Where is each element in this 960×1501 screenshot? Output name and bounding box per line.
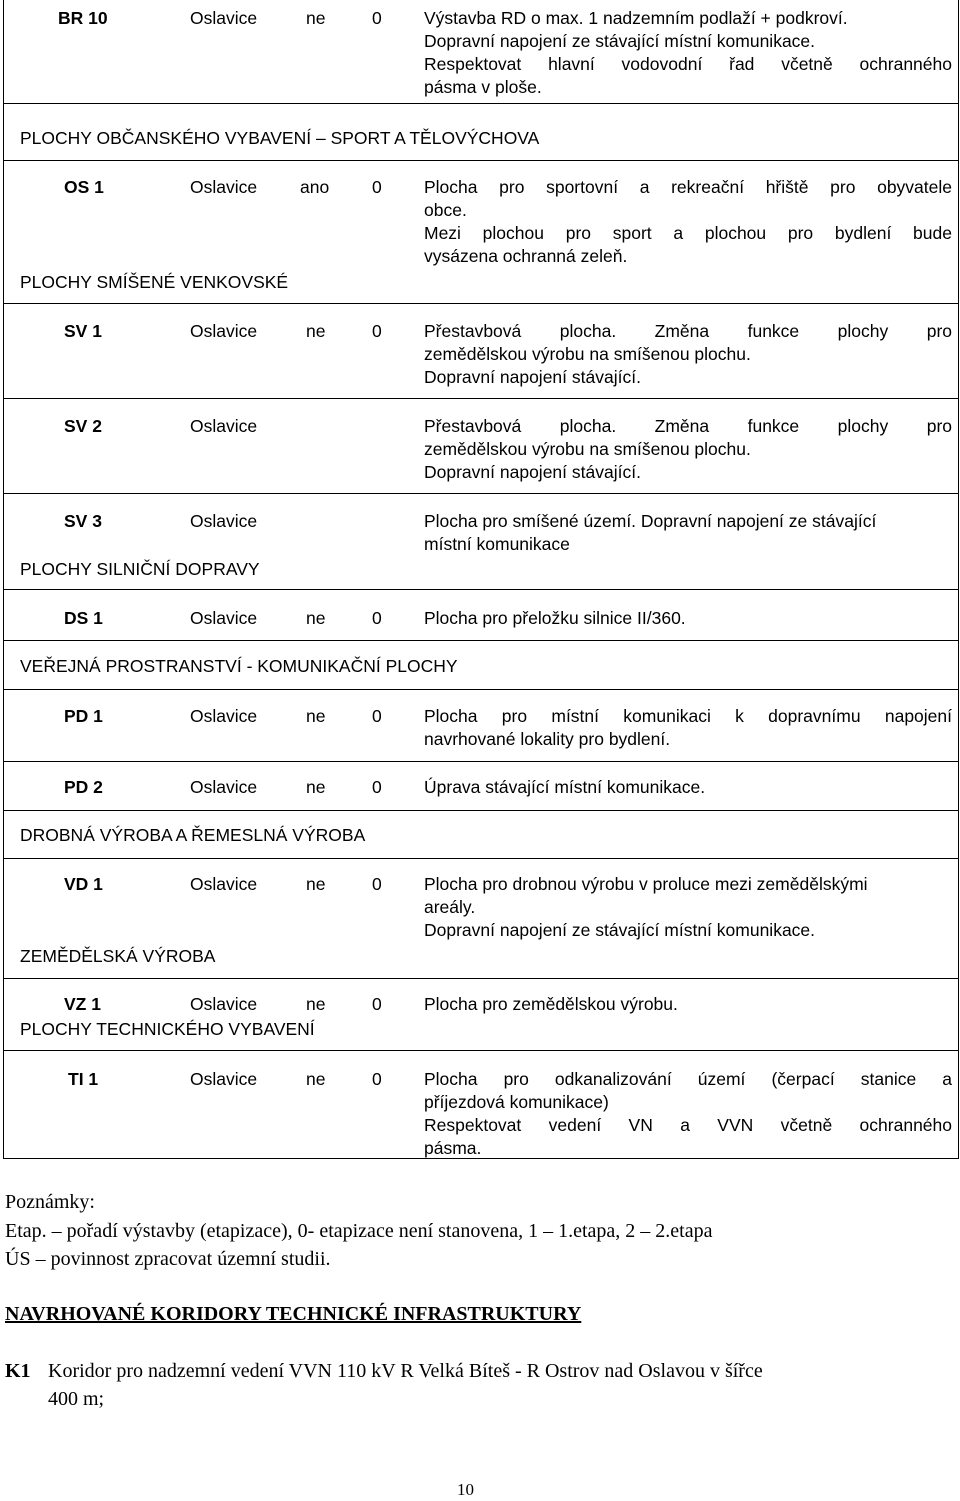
row-place: Oslavice [190,177,258,197]
description-line: Úprava stávající místní komunikace. [424,777,706,797]
page-number: 10 [457,1480,474,1499]
description-line: Plocha pro sportovní a rekreační hřiště pro obyvatele [424,177,952,197]
description-line: areály. [424,897,476,917]
row-description [424,1068,952,1160]
description-line: Dopravní napojení ze stávající místní komunikace. [424,31,816,51]
row-description [424,607,952,630]
description-line: zemědělskou výrobu na smíšenou plochu. [424,439,751,459]
row-etap: 0 [372,1069,382,1089]
row-description [424,993,952,1016]
description-line: místní komunikace [424,534,570,554]
row-place: Oslavice [190,8,258,28]
row-code: DS 1 [64,608,103,628]
row-place: Oslavice [190,777,258,797]
row-code: VZ 1 [64,994,101,1014]
row-change: ne [306,874,326,894]
row-description [424,176,952,268]
description-line: Plocha pro smíšené území. Dopravní napojení ze stávající [424,511,877,531]
description-line: Plocha pro zemědělskou výrobu. [424,994,678,1014]
section-heading: DROBNÁ VÝROBA A ŘEMESLNÁ VÝROBA [20,825,366,845]
section-heading: ZEMĚDĚLSKÁ VÝROBA [20,946,216,966]
section-heading: PLOCHY SMÍŠENÉ VENKOVSKÉ [20,272,289,292]
row-code: VD 1 [64,874,103,894]
description-line: pásma v ploše. [424,77,542,97]
row-place: Oslavice [190,706,258,726]
description-line: Přestavbová plocha. Změna funkce plochy pro [424,416,952,436]
description-line: Dopravní napojení stávající. [424,462,641,482]
description-line: vysázena ochranná zeleň. [424,246,628,266]
row-description [424,510,952,556]
corridors-heading: NAVRHOVANÉ KORIDORY TECHNICKÉ INFRASTRUKTURY [5,1303,582,1325]
row-divider [3,858,959,859]
description-line: Plocha pro místní komunikaci k dopravnímu napojení [424,706,952,726]
row-place: Oslavice [190,874,258,894]
table-border-right [958,0,959,1158]
description-line: Přestavbová plocha. Změna funkce plochy pro [424,321,952,341]
row-code: SV 2 [64,416,102,436]
notes-line: Etap. – pořadí výstavby (etapizace), 0- etapizace není stanovena, 1 – 1.etapa, 2 – 2.etapa [5,1220,713,1242]
row-change: ne [306,608,326,628]
row-change: ne [306,777,326,797]
row-change: ne [306,994,326,1014]
corridor-description: Koridor pro nadzemní vedení VVN 110 kV R Velká Bíteš - R Ostrov nad Oslavou v šířce [48,1360,763,1382]
row-code: OS 1 [64,177,104,197]
row-divider [3,978,959,979]
row-code: SV 3 [64,511,102,531]
section-heading: PLOCHY OBČANSKÉHO VYBAVENÍ – SPORT A TĚLOVÝCHOVA [20,128,540,148]
row-divider [3,398,959,399]
description-line: obce. [424,200,467,220]
row-change: ne [306,8,326,28]
row-description [424,7,952,99]
description-line: Plocha pro odkanalizování území (čerpací stanice a [424,1069,952,1089]
row-divider [3,103,959,104]
row-place: Oslavice [190,994,258,1014]
row-place: Oslavice [190,321,258,341]
row-change: ano [300,177,330,197]
row-divider [3,493,959,494]
description-line: navrhované lokality pro bydlení. [424,729,671,749]
row-place: Oslavice [190,511,258,531]
row-description [424,873,952,942]
row-description [424,415,952,484]
row-code: TI 1 [68,1069,99,1089]
description-line: Respektovat hlavní vodovodní řad včetně ochranného [424,54,952,74]
section-heading: PLOCHY SILNIČNÍ DOPRAVY [20,559,260,579]
row-etap: 0 [372,994,382,1014]
row-divider [3,640,959,641]
section-heading: VEŘEJNÁ PROSTRANSTVÍ - KOMUNIKAČNÍ PLOCHY [20,656,458,676]
row-etap: 0 [372,177,382,197]
row-divider [3,761,959,762]
row-etap: 0 [372,706,382,726]
row-code: SV 1 [64,321,102,341]
description-line: Respektovat vedení VN a VVN včetně ochranného [424,1115,952,1135]
table-border-left [3,0,4,1158]
row-divider [3,689,959,690]
notes-line: ÚS – povinnost zpracovat územní studii. [5,1248,331,1270]
row-description [424,320,952,389]
row-place: Oslavice [190,608,258,628]
description-line: Dopravní napojení ze stávající místní komunikace. [424,920,816,940]
section-heading: PLOCHY TECHNICKÉHO VYBAVENÍ [20,1019,315,1039]
description-line: pásma. [424,1138,482,1158]
row-change: ne [306,1069,326,1089]
notes-title: Poznámky: [5,1191,95,1213]
row-divider [3,303,959,304]
description-line: příjezdová komunikace) [424,1092,609,1112]
description-line: Výstavba RD o max. 1 nadzemním podlaží + podkroví. [424,8,848,28]
description-line: Plocha pro přeložku silnice II/360. [424,608,686,628]
description-line: Dopravní napojení stávající. [424,367,641,387]
description-line: Mezi plochou pro sport a plochou pro bydlení bude [424,223,952,243]
row-etap: 0 [372,321,382,341]
row-place: Oslavice [190,416,258,436]
description-line: zemědělskou výrobu na smíšenou plochu. [424,344,751,364]
corridor-description: 400 m; [48,1388,105,1410]
row-divider [3,810,959,811]
row-etap: 0 [372,8,382,28]
row-code: BR 10 [58,8,108,28]
row-code: PD 2 [64,777,103,797]
row-change: ne [306,321,326,341]
row-divider [3,160,959,161]
row-etap: 0 [372,608,382,628]
row-divider [3,1050,959,1051]
corridor-code: K1 [5,1360,31,1382]
row-description [424,776,952,799]
row-change: ne [306,706,326,726]
row-description [424,705,952,751]
description-line: Plocha pro drobnou výrobu v proluce mezi zemědělskými [424,874,868,894]
row-etap: 0 [372,874,382,894]
row-place: Oslavice [190,1069,258,1089]
row-etap: 0 [372,777,382,797]
row-divider [3,589,959,590]
row-code: PD 1 [64,706,103,726]
